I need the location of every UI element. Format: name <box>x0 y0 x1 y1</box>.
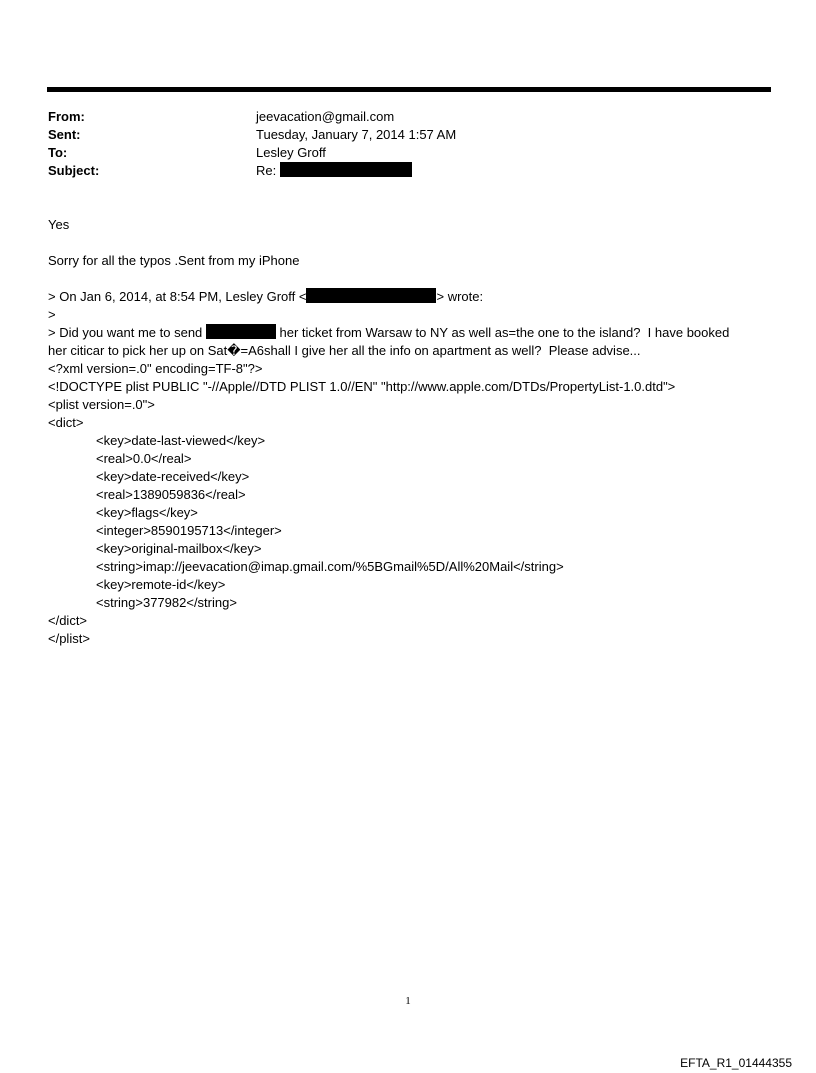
to-value: Lesley Groff <box>256 145 326 160</box>
from-value: jeevacation@gmail.com <box>256 109 395 124</box>
sent-value: Tuesday, January 7, 2014 1:57 AM <box>256 127 457 142</box>
dict-line: <string>imap://jeevacation@imap.gmail.com/%5BGmail%5D/All%20Mail</string> <box>96 559 564 574</box>
quote-message-end: her ticket from Warsaw to NY as well as=the one to the island? I have booked <box>275 325 730 340</box>
to-label: To: <box>48 145 68 160</box>
from-label: From: <box>48 109 85 124</box>
quote-message <box>48 324 768 342</box>
subject-value: Re: <box>256 163 277 178</box>
dict-line: <key>remote-id</key> <box>96 577 226 592</box>
xml-line: <!DOCTYPE plist PUBLIC "-//Apple//DTD PLIST 1.0//EN" "http://www.apple.com/DTDs/PropertyList-1.0.dtd"> <box>48 379 676 394</box>
dict-line: <key>date-received</key> <box>96 469 250 484</box>
sent-label: Sent: <box>48 127 81 142</box>
document-id: EFTA_R1_01444355 <box>680 1056 792 1070</box>
quote-message-continued: her citicar to pick her up on Sat�=A6shall I give her all the info on apartment as well? Please advise... <box>48 343 641 358</box>
email-body <box>48 216 768 648</box>
email-header <box>48 108 456 180</box>
close-line: </dict> <box>48 613 88 628</box>
body-line: Sorry for all the typos .Sent from my iPhone <box>48 253 300 268</box>
subject-label: Subject: <box>48 163 100 178</box>
quote-intro <box>48 288 768 306</box>
quote-intro-end: > wrote: <box>436 289 484 304</box>
close-line: </plist> <box>48 631 90 646</box>
redaction-box <box>206 324 276 339</box>
from-row <box>48 108 456 126</box>
quote-intro-start: > On Jan 6, 2014, at 8:54 PM, Lesley Groff < <box>48 289 307 304</box>
quote-message-start: > Did you want me to send <box>48 325 206 340</box>
dict-line: <key>date-last-viewed</key> <box>96 433 266 448</box>
xml-line: <plist version=.0"> <box>48 397 155 412</box>
to-row <box>48 144 456 162</box>
sent-row <box>48 126 456 144</box>
redaction-box <box>306 288 436 303</box>
body-line: Yes <box>48 217 70 232</box>
dict-line: <integer>8590195713</integer> <box>96 523 282 538</box>
dict-line: <key>original-mailbox</key> <box>96 541 262 556</box>
xml-line: <dict> <box>48 415 84 430</box>
dict-line: <string>377982</string> <box>96 595 237 610</box>
subject-row <box>48 162 456 180</box>
page-number: 1 <box>405 995 411 1007</box>
dict-line: <real>0.0</real> <box>96 451 192 466</box>
redaction-box <box>280 162 412 177</box>
xml-line: <?xml version=.0" encoding=TF-8"?> <box>48 361 263 376</box>
dict-line: <key>flags</key> <box>96 505 198 520</box>
header-rule <box>47 87 771 92</box>
quote-blank: > <box>48 307 56 322</box>
dict-line: <real>1389059836</real> <box>96 487 246 502</box>
